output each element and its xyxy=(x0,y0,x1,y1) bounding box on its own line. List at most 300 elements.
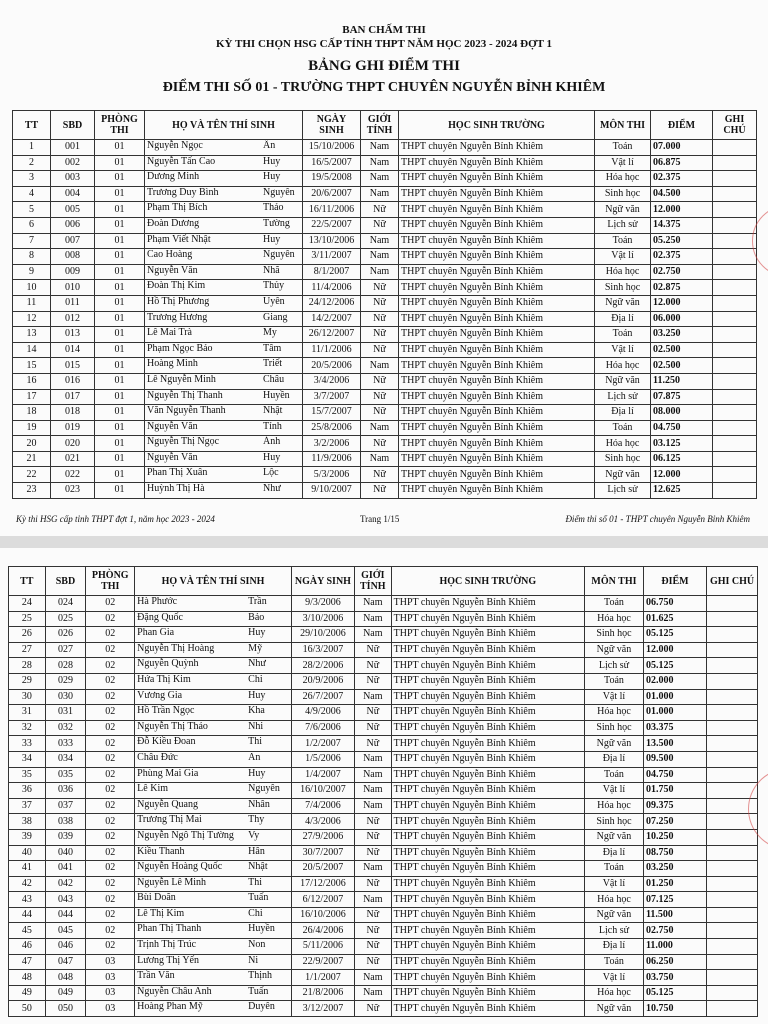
cell-ngay-sinh: 22/5/2007 xyxy=(303,217,361,233)
cell-ho-ten xyxy=(135,939,292,955)
cell-phong-thi: 02 xyxy=(86,829,135,845)
cell-tt: 39 xyxy=(9,829,46,845)
cell-truong: THPT chuyên Nguyễn Bỉnh Khiêm xyxy=(399,373,595,389)
student-given-name: Nhân xyxy=(248,798,270,810)
cell-ngay-sinh: 29/10/2006 xyxy=(291,627,354,643)
table-row xyxy=(9,939,758,955)
cell-diem: 01.000 xyxy=(643,705,706,721)
venue-title: ĐIỂM THI SỐ 01 - TRƯỜNG THPT CHUYÊN NGUYỄN BỈNH KHIÊM xyxy=(162,80,606,95)
student-given-name: Tỉnh xyxy=(263,420,282,432)
cell-ngay-sinh: 20/5/2007 xyxy=(291,861,354,877)
student-given-name: Huy xyxy=(263,171,281,183)
cell-sbd: 019 xyxy=(51,420,95,436)
student-surname: Bùi Doãn xyxy=(137,892,176,904)
col-mon-thi: MÔN THI xyxy=(584,567,643,596)
cell-tt: 11 xyxy=(13,295,51,311)
student-given-name: Chi xyxy=(248,907,263,919)
cell-diem: 02.750 xyxy=(651,264,713,280)
col-mon-thi: MÔN THI xyxy=(595,111,651,140)
student-given-name: Thi xyxy=(248,876,263,888)
cell-truong: THPT chuyên Nguyễn Bỉnh Khiêm xyxy=(391,751,584,767)
cell-mon-thi: Toán xyxy=(584,861,643,877)
col-sbd: SBD xyxy=(45,567,86,596)
student-surname: Nguyễn Thị Ngọc xyxy=(147,436,220,448)
cell-gioi-tinh: Nam xyxy=(354,751,391,767)
cell-ho-ten xyxy=(135,970,292,986)
cell-tt: 3 xyxy=(13,171,51,187)
cell-truong: THPT chuyên Nguyễn Bỉnh Khiêm xyxy=(399,171,595,187)
col-gioi-tinh: GIỚI TÍNH xyxy=(354,567,391,596)
cell-tt: 7 xyxy=(13,233,51,249)
cell-mon-thi: Sinh học xyxy=(584,627,643,643)
cell-diem: 01.250 xyxy=(643,876,706,892)
student-given-name: Trần xyxy=(248,596,267,607)
cell-truong: THPT chuyên Nguyễn Bỉnh Khiêm xyxy=(391,954,584,970)
cell-sbd: 040 xyxy=(45,845,86,861)
cell-tt: 9 xyxy=(13,264,51,280)
cell-phong-thi: 02 xyxy=(86,720,135,736)
cell-ngay-sinh: 3/4/2006 xyxy=(303,373,361,389)
cell-mon-thi: Vật lí xyxy=(584,783,643,799)
cell-truong: THPT chuyên Nguyễn Bỉnh Khiêm xyxy=(391,1001,584,1017)
student-given-name: Tuấn xyxy=(248,892,269,904)
cell-ho-ten xyxy=(145,155,303,171)
cell-truong: THPT chuyên Nguyễn Bỉnh Khiêm xyxy=(399,155,595,171)
table-row xyxy=(9,861,758,877)
cell-ho-ten xyxy=(135,861,292,877)
cell-diem: 11.500 xyxy=(643,907,706,923)
cell-phong-thi: 01 xyxy=(95,342,145,358)
table-row xyxy=(9,736,758,752)
cell-truong: THPT chuyên Nguyễn Bỉnh Khiêm xyxy=(391,596,584,612)
cell-diem: 11.000 xyxy=(643,939,706,955)
cell-sbd: 026 xyxy=(45,627,86,643)
cell-gioi-tinh: Nam xyxy=(361,420,399,436)
student-given-name: Nguyên xyxy=(263,186,295,198)
cell-tt: 46 xyxy=(9,939,46,955)
cell-ho-ten xyxy=(135,1001,292,1017)
cell-ho-ten xyxy=(135,611,292,627)
cell-ghi-chu xyxy=(713,311,757,327)
student-surname: Phạm Viết Nhật xyxy=(147,233,211,245)
cell-ho-ten xyxy=(145,202,303,218)
cell-diem: 06.875 xyxy=(651,155,713,171)
cell-sbd: 038 xyxy=(45,814,86,830)
cell-diem: 04.500 xyxy=(651,186,713,202)
cell-gioi-tinh: Nữ xyxy=(361,483,399,499)
cell-truong: THPT chuyên Nguyễn Bỉnh Khiêm xyxy=(391,658,584,674)
cell-diem: 12.625 xyxy=(651,483,713,499)
cell-ho-ten xyxy=(145,186,303,202)
cell-mon-thi: Ngữ văn xyxy=(584,829,643,845)
cell-ngay-sinh: 5/3/2006 xyxy=(303,467,361,483)
cell-truong: THPT chuyên Nguyễn Bỉnh Khiêm xyxy=(399,436,595,452)
cell-ho-ten xyxy=(145,171,303,187)
table-row xyxy=(13,217,757,233)
cell-gioi-tinh: Nữ xyxy=(361,436,399,452)
cell-mon-thi: Hóa học xyxy=(595,436,651,452)
cell-mon-thi: Sinh học xyxy=(584,720,643,736)
cell-ngay-sinh: 11/9/2006 xyxy=(303,451,361,467)
cell-diem: 07.875 xyxy=(651,389,713,405)
cell-truong: THPT chuyên Nguyễn Bỉnh Khiêm xyxy=(399,280,595,296)
cell-phong-thi: 03 xyxy=(86,970,135,986)
cell-phong-thi: 01 xyxy=(95,451,145,467)
cell-ghi-chu xyxy=(707,767,758,783)
cell-truong: THPT chuyên Nguyễn Bỉnh Khiêm xyxy=(399,264,595,280)
cell-ngay-sinh: 20/5/2006 xyxy=(303,358,361,374)
cell-tt: 6 xyxy=(13,217,51,233)
cell-sbd: 023 xyxy=(51,483,95,499)
cell-ho-ten xyxy=(135,658,292,674)
cell-tt: 42 xyxy=(9,876,46,892)
cell-sbd: 004 xyxy=(51,186,95,202)
student-surname: Trần Văn xyxy=(137,970,175,982)
cell-ngay-sinh: 8/1/2007 xyxy=(303,264,361,280)
cell-sbd: 008 xyxy=(51,249,95,265)
cell-ngay-sinh: 4/3/2006 xyxy=(291,814,354,830)
student-surname: Trương Hương xyxy=(147,311,208,323)
cell-mon-thi: Toán xyxy=(584,954,643,970)
cell-ghi-chu xyxy=(713,186,757,202)
cell-truong: THPT chuyên Nguyễn Bỉnh Khiêm xyxy=(391,845,584,861)
cell-phong-thi: 01 xyxy=(95,373,145,389)
cell-sbd: 047 xyxy=(45,954,86,970)
cell-mon-thi: Địa lí xyxy=(584,939,643,955)
table-row xyxy=(13,467,757,483)
cell-sbd: 029 xyxy=(45,673,86,689)
cell-diem: 02.500 xyxy=(651,358,713,374)
cell-sbd: 017 xyxy=(51,389,95,405)
cell-truong: THPT chuyên Nguyễn Bỉnh Khiêm xyxy=(391,985,584,1001)
cell-phong-thi: 01 xyxy=(95,405,145,421)
cell-ngay-sinh: 26/4/2006 xyxy=(291,923,354,939)
cell-ghi-chu xyxy=(707,751,758,767)
student-surname: Lê Kim xyxy=(137,783,168,795)
cell-phong-thi: 02 xyxy=(86,596,135,612)
cell-truong: THPT chuyên Nguyễn Bỉnh Khiêm xyxy=(391,907,584,923)
cell-ngay-sinh: 27/9/2006 xyxy=(291,829,354,845)
cell-ngay-sinh: 25/8/2006 xyxy=(303,420,361,436)
student-surname: Lê Nguyễn Minh xyxy=(147,373,216,385)
cell-phong-thi: 01 xyxy=(95,202,145,218)
table-row xyxy=(13,420,757,436)
table-row xyxy=(13,451,757,467)
cell-tt: 2 xyxy=(13,155,51,171)
cell-mon-thi: Vật lí xyxy=(584,689,643,705)
cell-sbd: 024 xyxy=(45,596,86,612)
cell-mon-thi: Toán xyxy=(595,140,651,156)
cell-ghi-chu xyxy=(713,202,757,218)
cell-sbd: 020 xyxy=(51,436,95,452)
cell-sbd: 025 xyxy=(45,611,86,627)
cell-sbd: 042 xyxy=(45,876,86,892)
student-surname: Nguyễn Quỳnh xyxy=(137,658,199,670)
cell-tt: 10 xyxy=(13,280,51,296)
cell-sbd: 048 xyxy=(45,970,86,986)
cell-mon-thi: Vật lí xyxy=(584,876,643,892)
cell-sbd: 037 xyxy=(45,798,86,814)
cell-phong-thi: 02 xyxy=(86,767,135,783)
cell-tt: 40 xyxy=(9,845,46,861)
cell-truong: THPT chuyên Nguyễn Bỉnh Khiêm xyxy=(391,705,584,721)
cell-truong: THPT chuyên Nguyễn Bỉnh Khiêm xyxy=(399,140,595,156)
cell-gioi-tinh: Nữ xyxy=(361,311,399,327)
table-header xyxy=(13,111,757,140)
student-surname: Kiều Thanh xyxy=(137,845,185,857)
score-table-page-2 xyxy=(8,566,758,1017)
student-surname: Hứa Thị Kim xyxy=(137,673,191,685)
student-surname: Phạm Thị Bích xyxy=(147,202,208,214)
table-body-page-2 xyxy=(9,596,758,1017)
student-given-name: An xyxy=(248,751,261,763)
cell-tt: 21 xyxy=(13,451,51,467)
cell-phong-thi: 01 xyxy=(95,217,145,233)
cell-ngay-sinh: 20/6/2007 xyxy=(303,186,361,202)
cell-tt: 14 xyxy=(13,342,51,358)
student-given-name: Nhi xyxy=(248,720,264,732)
cell-ho-ten xyxy=(135,892,292,908)
cell-ghi-chu xyxy=(707,923,758,939)
cell-ngay-sinh: 3/7/2007 xyxy=(303,389,361,405)
cell-diem: 09.375 xyxy=(643,798,706,814)
cell-truong: THPT chuyên Nguyễn Bỉnh Khiêm xyxy=(399,420,595,436)
cell-diem: 14.375 xyxy=(651,217,713,233)
student-surname: Nguyễn Thị Thanh xyxy=(147,389,223,401)
cell-ghi-chu xyxy=(713,358,757,374)
student-surname: Nguyễn Ngô Thị Tường xyxy=(137,829,234,841)
cell-mon-thi: Ngữ văn xyxy=(595,295,651,311)
cell-truong: THPT chuyên Nguyễn Bỉnh Khiêm xyxy=(391,611,584,627)
cell-ghi-chu xyxy=(713,405,757,421)
cell-gioi-tinh: Nữ xyxy=(354,876,391,892)
cell-ho-ten xyxy=(135,845,292,861)
table-row xyxy=(9,954,758,970)
cell-ho-ten xyxy=(145,264,303,280)
cell-gioi-tinh: Nữ xyxy=(354,642,391,658)
cell-mon-thi: Hóa học xyxy=(595,358,651,374)
cell-ghi-chu xyxy=(713,249,757,265)
cell-ghi-chu xyxy=(713,217,757,233)
cell-ho-ten xyxy=(135,829,292,845)
cell-ho-ten xyxy=(135,705,292,721)
cell-ngay-sinh: 17/12/2006 xyxy=(291,876,354,892)
student-surname: Nguyễn Tấn Cao xyxy=(147,155,216,167)
table-row xyxy=(9,689,758,705)
col-ghi-chu: GHI CHÚ xyxy=(713,111,757,140)
cell-phong-thi: 02 xyxy=(86,705,135,721)
cell-tt: 15 xyxy=(13,358,51,374)
cell-ghi-chu xyxy=(707,1001,758,1017)
cell-truong: THPT chuyên Nguyễn Bỉnh Khiêm xyxy=(399,186,595,202)
cell-truong: THPT chuyên Nguyễn Bỉnh Khiêm xyxy=(399,311,595,327)
cell-tt: 5 xyxy=(13,202,51,218)
table-row xyxy=(9,673,758,689)
table-row xyxy=(13,155,757,171)
cell-mon-thi: Sinh học xyxy=(595,280,651,296)
cell-tt: 32 xyxy=(9,720,46,736)
cell-truong: THPT chuyên Nguyễn Bỉnh Khiêm xyxy=(391,923,584,939)
cell-truong: THPT chuyên Nguyễn Bỉnh Khiêm xyxy=(391,829,584,845)
cell-ghi-chu xyxy=(713,436,757,452)
cell-diem: 03.250 xyxy=(651,327,713,343)
cell-diem: 02.375 xyxy=(651,249,713,265)
table-row xyxy=(9,767,758,783)
cell-truong: THPT chuyên Nguyễn Bỉnh Khiêm xyxy=(399,342,595,358)
cell-ghi-chu xyxy=(707,611,758,627)
cell-phong-thi: 01 xyxy=(95,483,145,499)
cell-ghi-chu xyxy=(707,954,758,970)
cell-tt: 45 xyxy=(9,923,46,939)
cell-phong-thi: 02 xyxy=(86,845,135,861)
cell-tt: 31 xyxy=(9,705,46,721)
student-given-name: Nguyên xyxy=(263,249,295,261)
cell-gioi-tinh: Nam xyxy=(361,155,399,171)
col-ngay-sinh: NGÀY SINH xyxy=(303,111,361,140)
cell-ghi-chu xyxy=(707,907,758,923)
cell-ghi-chu xyxy=(707,596,758,612)
student-given-name: Nhật xyxy=(248,861,268,873)
cell-tt: 16 xyxy=(13,373,51,389)
cell-mon-thi: Địa lí xyxy=(584,751,643,767)
student-surname: Nguyễn Văn xyxy=(147,264,198,276)
cell-truong: THPT chuyên Nguyễn Bỉnh Khiêm xyxy=(391,814,584,830)
cell-ho-ten xyxy=(135,985,292,1001)
student-surname: Phan Thị Xuân xyxy=(147,467,208,479)
cell-phong-thi: 02 xyxy=(86,611,135,627)
student-surname: Nguyễn Thị Hoàng xyxy=(137,642,215,654)
cell-ho-ten xyxy=(145,420,303,436)
student-given-name: Huyền xyxy=(248,923,275,935)
cell-sbd: 012 xyxy=(51,311,95,327)
table-row xyxy=(13,140,757,156)
cell-diem: 03.250 xyxy=(643,861,706,877)
footer-page-number: Trang 1/15 xyxy=(360,514,400,524)
cell-tt: 36 xyxy=(9,783,46,799)
student-surname: Đặng Quốc xyxy=(137,611,183,623)
student-surname: Nguyễn Ngọc xyxy=(147,140,203,151)
cell-gioi-tinh: Nữ xyxy=(361,467,399,483)
cell-gioi-tinh: Nam xyxy=(354,689,391,705)
cell-ho-ten xyxy=(145,389,303,405)
cell-gioi-tinh: Nam xyxy=(354,798,391,814)
cell-ghi-chu xyxy=(707,939,758,955)
cell-ngay-sinh: 24/12/2006 xyxy=(303,295,361,311)
cell-tt: 25 xyxy=(9,611,46,627)
cell-mon-thi: Vật lí xyxy=(595,249,651,265)
cell-phong-thi: 01 xyxy=(95,280,145,296)
table-row xyxy=(9,876,758,892)
cell-diem: 12.000 xyxy=(651,202,713,218)
cell-phong-thi: 01 xyxy=(95,186,145,202)
cell-gioi-tinh: Nữ xyxy=(354,939,391,955)
cell-diem: 01.000 xyxy=(643,689,706,705)
cell-truong: THPT chuyên Nguyễn Bỉnh Khiêm xyxy=(391,970,584,986)
cell-sbd: 011 xyxy=(51,295,95,311)
cell-ngay-sinh: 16/10/2006 xyxy=(291,907,354,923)
cell-diem: 06.000 xyxy=(651,311,713,327)
cell-truong: THPT chuyên Nguyễn Bỉnh Khiêm xyxy=(391,673,584,689)
student-given-name: Thủy xyxy=(263,280,285,292)
cell-tt: 23 xyxy=(13,483,51,499)
student-given-name: Huy xyxy=(248,689,266,701)
student-given-name: Triết xyxy=(263,358,283,370)
cell-ghi-chu xyxy=(713,295,757,311)
cell-ngay-sinh: 9/10/2007 xyxy=(303,483,361,499)
cell-mon-thi: Toán xyxy=(584,596,643,612)
cell-mon-thi: Lịch sử xyxy=(584,658,643,674)
cell-truong: THPT chuyên Nguyễn Bỉnh Khiêm xyxy=(399,217,595,233)
cell-tt: 44 xyxy=(9,907,46,923)
cell-truong: THPT chuyên Nguyễn Bỉnh Khiêm xyxy=(399,483,595,499)
student-given-name: Huy xyxy=(263,451,281,463)
cell-diem: 10.250 xyxy=(643,829,706,845)
table-row xyxy=(9,751,758,767)
cell-mon-thi: Sinh học xyxy=(584,814,643,830)
student-given-name: Uyên xyxy=(263,295,285,307)
cell-phong-thi: 02 xyxy=(86,907,135,923)
cell-ngay-sinh: 5/11/2006 xyxy=(291,939,354,955)
cell-phong-thi: 01 xyxy=(95,389,145,405)
cell-ngay-sinh: 13/10/2006 xyxy=(303,233,361,249)
cell-tt: 47 xyxy=(9,954,46,970)
cell-mon-thi: Hóa học xyxy=(595,171,651,187)
cell-sbd: 002 xyxy=(51,155,95,171)
cell-ngay-sinh: 1/2/2007 xyxy=(291,736,354,752)
table-row xyxy=(13,311,757,327)
table-row xyxy=(13,295,757,311)
table-row xyxy=(9,907,758,923)
table-row xyxy=(9,845,758,861)
cell-ho-ten xyxy=(135,814,292,830)
cell-ho-ten xyxy=(145,451,303,467)
cell-sbd: 016 xyxy=(51,373,95,389)
table-row xyxy=(13,280,757,296)
cell-mon-thi: Hóa học xyxy=(584,611,643,627)
cell-phong-thi: 01 xyxy=(95,327,145,343)
cell-ho-ten xyxy=(135,783,292,799)
table-row xyxy=(9,798,758,814)
student-surname: Trương Duy Bình xyxy=(147,186,219,198)
cell-diem: 02.750 xyxy=(643,923,706,939)
student-surname: Trương Thị Mai xyxy=(137,814,202,826)
cell-diem: 08.750 xyxy=(643,845,706,861)
cell-ngay-sinh: 9/3/2006 xyxy=(291,596,354,612)
cell-phong-thi: 01 xyxy=(95,155,145,171)
cell-phong-thi: 02 xyxy=(86,736,135,752)
col-ho-ten: HỌ VÀ TÊN THÍ SINH xyxy=(145,111,303,140)
cell-tt: 18 xyxy=(13,405,51,421)
student-given-name: Bảo xyxy=(248,611,265,623)
cell-ngay-sinh: 6/12/2007 xyxy=(291,892,354,908)
cell-truong: THPT chuyên Nguyễn Bỉnh Khiêm xyxy=(399,295,595,311)
cell-phong-thi: 02 xyxy=(86,939,135,955)
cell-mon-thi: Ngữ văn xyxy=(595,202,651,218)
cell-phong-thi: 02 xyxy=(86,673,135,689)
cell-diem: 05.250 xyxy=(651,233,713,249)
cell-mon-thi: Toán xyxy=(595,420,651,436)
student-given-name: Tâm xyxy=(263,342,282,354)
table-row xyxy=(13,483,757,499)
cell-ghi-chu xyxy=(713,451,757,467)
cell-truong: THPT chuyên Nguyễn Bỉnh Khiêm xyxy=(399,202,595,218)
cell-tt: 28 xyxy=(9,658,46,674)
cell-mon-thi: Vật lí xyxy=(584,970,643,986)
col-diem: ĐIỂM xyxy=(643,567,706,596)
cell-ghi-chu xyxy=(713,483,757,499)
cell-mon-thi: Hóa học xyxy=(584,892,643,908)
table-row xyxy=(13,389,757,405)
